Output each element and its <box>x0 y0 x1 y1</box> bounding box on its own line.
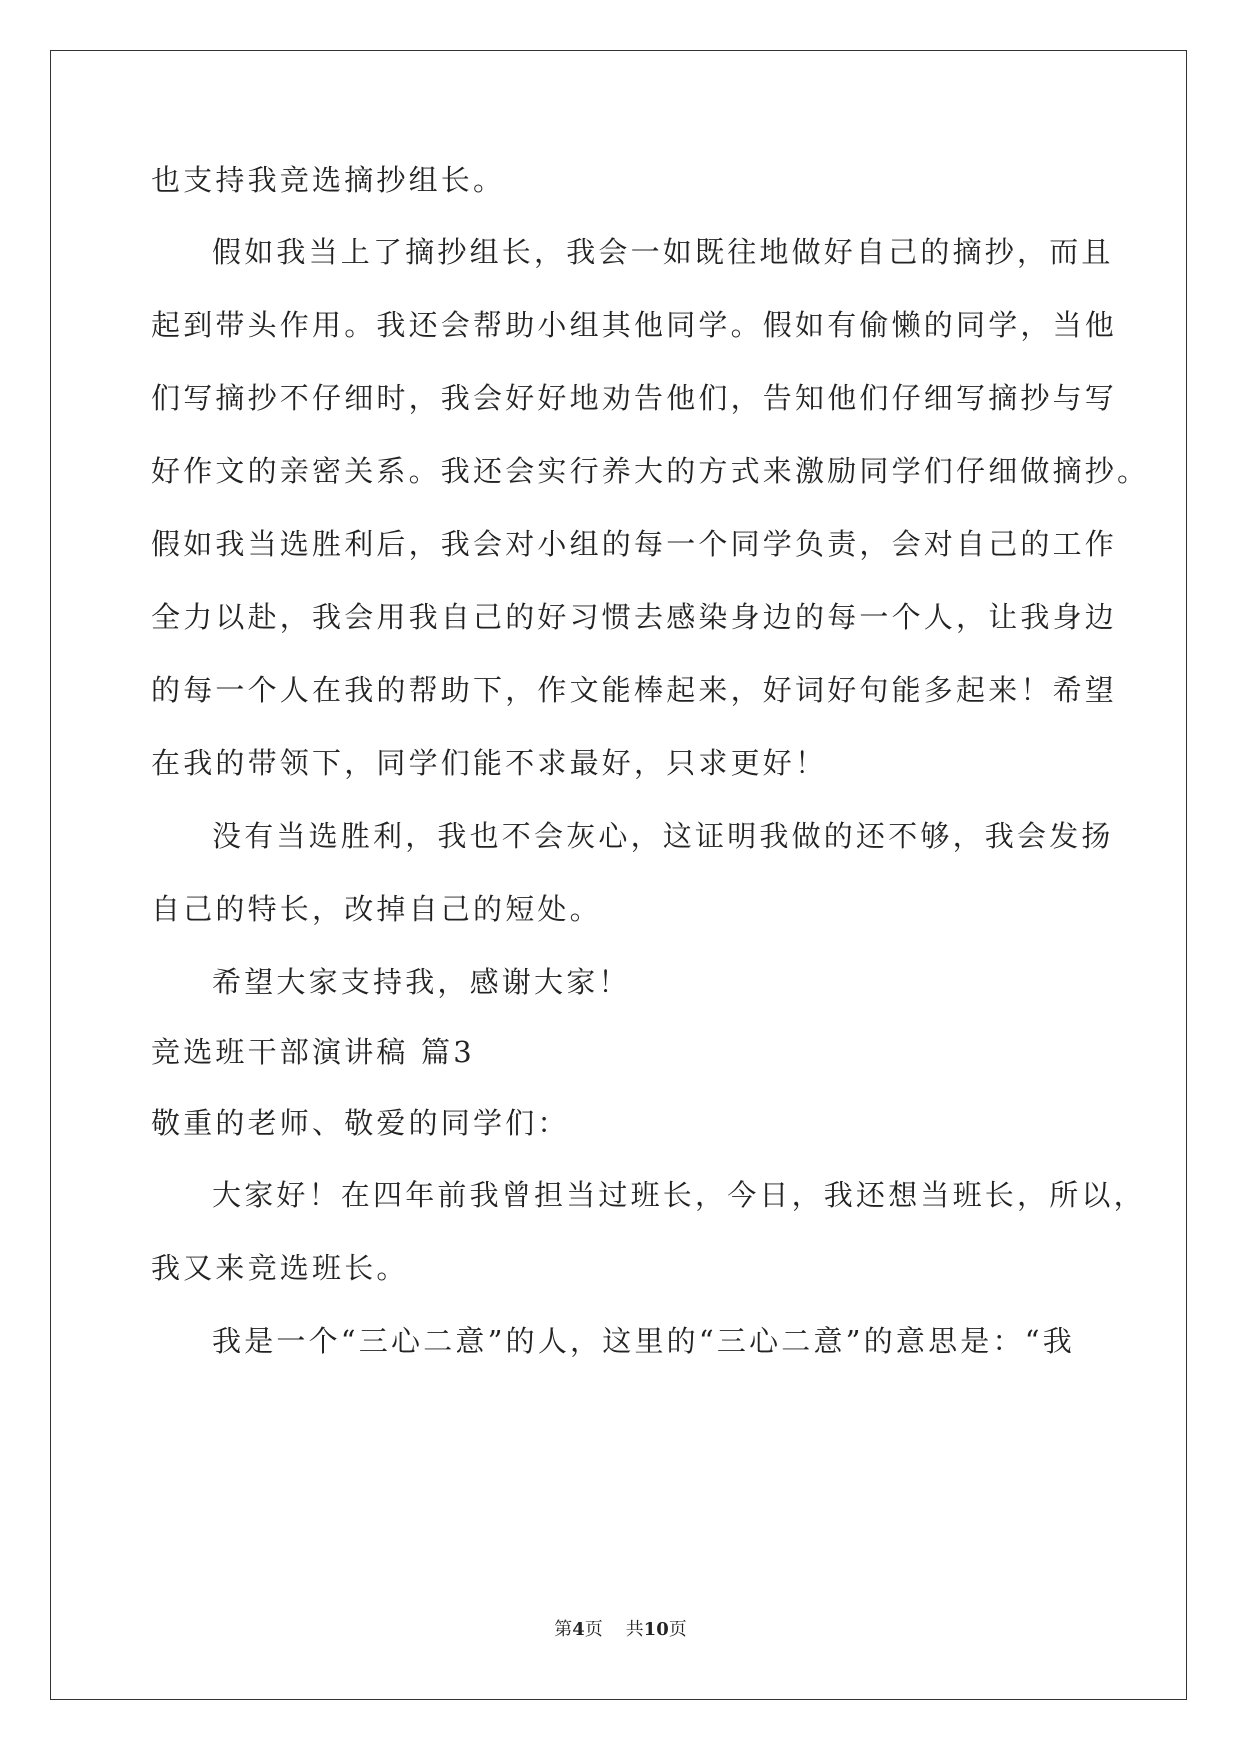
text-line: 的每一个人在我的帮助下，作文能棒起来，好词好句能多起来！希望 <box>151 673 1118 707</box>
total-suffix: 页 <box>668 1619 687 1640</box>
text-line: 我又来竞选班长。 <box>151 1251 409 1285</box>
paragraph-start: 希望大家支持我，感谢大家！ <box>212 965 631 999</box>
paragraph-start: 我是一个“三心二意”的人，这里的“三心二意”的意思是：“我 <box>212 1324 1075 1358</box>
text-line: 假如我当选胜利后，我会对小组的每一个同学负责，会对自己的工作 <box>151 527 1118 561</box>
section-heading: 竞选班干部演讲稿 篇3 <box>151 1035 475 1069</box>
page-number: 4 <box>572 1619 585 1640</box>
text-line: 自己的特长，改掉自己的短处。 <box>151 892 602 926</box>
total-pages: 10 <box>643 1619 669 1640</box>
text-line: 在我的带领下，同学们能不求最好，只求更好！ <box>151 746 828 780</box>
text-line: 们写摘抄不仔细时，我会好好地劝告他们，告知他们仔细写摘抄与写 <box>151 381 1118 415</box>
page-border <box>50 50 1187 1700</box>
total-prefix: 共 <box>625 1619 644 1640</box>
text-line: 也支持我竞选摘抄组长。 <box>151 163 506 197</box>
text-line: 全力以赴，我会用我自己的好习惯去感染身边的每一个人，让我身边 <box>151 600 1118 634</box>
text-line: 好作文的亲密关系。我还会实行养大的方式来激励同学们仔细做摘抄。 <box>151 454 1150 488</box>
paragraph-start: 没有当选胜利，我也不会灰心，这证明我做的还不够，我会发扬 <box>212 819 1114 853</box>
salutation: 敬重的老师、敬爱的同学们： <box>151 1106 570 1140</box>
page-prefix: 第 <box>554 1619 573 1640</box>
text-line: 起到带头作用。我还会帮助小组其他同学。假如有偷懒的同学，当他 <box>151 308 1118 342</box>
page-suffix: 页 <box>584 1619 603 1640</box>
paragraph-start: 假如我当上了摘抄组长，我会一如既往地做好自己的摘抄，而且 <box>212 235 1114 269</box>
paragraph-start: 大家好！在四年前我曾担当过班长，今日，我还想当班长，所以， <box>212 1178 1146 1212</box>
page-footer <box>0 1615 1241 1641</box>
